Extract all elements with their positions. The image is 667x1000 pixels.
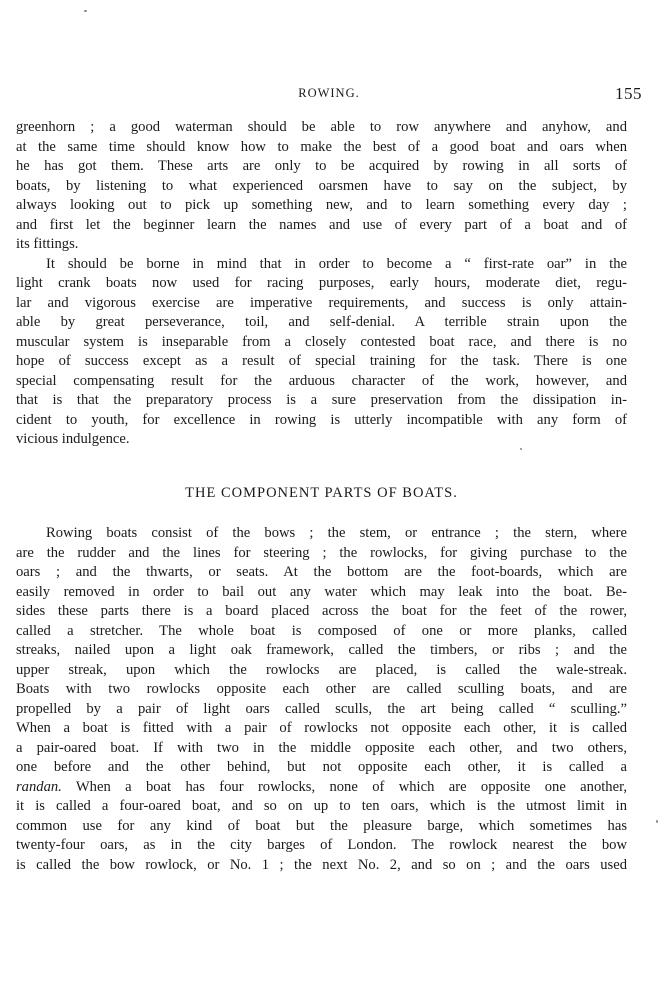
paragraph-2: [16, 255, 627, 450]
text-line: common use for any kind of boat but the pleasure barge, which sometimes has: [16, 817, 627, 834]
text-line: that is that the preparatory process is a sure preservation from the dissipation in-: [16, 392, 627, 408]
text-line-randan: [16, 778, 627, 798]
text-line: he has got them. These arts are only to be acquired by rowing in all sorts of: [16, 158, 627, 174]
paragraph-1: [16, 118, 627, 255]
text-line: and first let the beginner learn the names and use of every part of a boat and of: [16, 216, 627, 233]
text-line: hope of success except as a result of special training for the task. There is one: [16, 353, 627, 369]
text-line: lar and vigorous exercise are imperative requirements, and success is only attain-: [16, 294, 627, 311]
text-line: always looking out to pick up something new, and to learn something every day ;: [16, 197, 627, 213]
text-line: it is called a four-oared boat, and so on up to ten oars, which is the utmost limit in: [16, 798, 627, 814]
text-block-lower: [16, 524, 627, 875]
text-line: When a boat is fitted with a pair of rowlocks not opposite each other, it is called: [16, 720, 627, 736]
text-line: boats, by listening to what experienced oarsmen have to say on the subject, by: [16, 177, 627, 194]
text-block-upper: [16, 118, 627, 450]
text-line: special compensating result for the arduous character of the work, however, and: [16, 372, 627, 389]
text-line: twenty-four oars, as in the city barges of London. The rowlock nearest the bow: [16, 837, 627, 853]
text-line: able by great perseverance, toil, and self-denial. A terrible strain upon the: [16, 314, 627, 330]
print-speck: [656, 820, 658, 823]
text-line: is called the bow rowlock, or No. 1 ; the next No. 2, and so on ; and the oars used: [16, 856, 627, 873]
text-line: upper streak, upon which the rowlocks are placed, is called the wale-streak.: [16, 661, 627, 678]
text-line: a pair-oared boat. If with two in the middle opposite each other, and two others,: [16, 739, 627, 756]
text-line: sides these parts there is a board placed across the boat for the feet of the rower,: [16, 603, 627, 619]
paragraph-3: [16, 524, 627, 875]
print-speck: [520, 448, 522, 450]
text-line: called a stretcher. The whole boat is composed of one or more planks, called: [16, 622, 627, 639]
page-number: 155: [615, 84, 642, 103]
text-line: oars ; and the thwarts, or seats. At the bottom are the foot-boards, which are: [16, 564, 627, 580]
italic-term: randan.: [16, 778, 62, 795]
text-line: propelled by a pair of light oars called sculls, the art being called “ sculling.”: [16, 700, 627, 717]
text-line: streaks, nailed upon a light oak framework, called the timbers, or ribs ; and the: [16, 642, 627, 658]
text-line: vicious indulgence.: [16, 431, 130, 447]
running-head: [16, 84, 642, 108]
section-heading: THE COMPONENT PARTS OF BOATS.: [185, 485, 458, 501]
text-line: easily removed in order to bail out any water which may leak into the boat. Be-: [16, 583, 627, 600]
print-speck: [84, 10, 87, 12]
running-title: ROWING.: [298, 86, 360, 100]
text-line: greenhorn ; a good waterman should be able to row anywhere and anyhow, and: [16, 119, 627, 135]
text-line: its fittings.: [16, 236, 79, 252]
text-line: are the rudder and the lines for steering ; the rowlocks, for giving purchase to the: [16, 544, 627, 561]
text-line: at the same time should know how to make the best of a good boat and oars when: [16, 138, 627, 155]
text-run: When a boat has four rowlocks, none of which are opposite one another,: [61, 778, 627, 795]
text-line: cident to youth, for excellence in rowing is utterly incompatible with any form of: [16, 411, 627, 428]
text-line: one before and the other behind, but not opposite each other, it is called a: [16, 759, 627, 775]
text-line: muscular system is inseparable from a closely contested boat race, and there is no: [16, 333, 627, 350]
text-line: Boats with two rowlocks opposite each other are called sculling boats, and are: [16, 681, 627, 697]
text-line: It should be borne in mind that in order to become a “ first-rate oar” in the: [46, 255, 627, 272]
text-line: Rowing boats consist of the bows ; the stem, or entrance ; the stern, where: [46, 525, 627, 541]
text-line: light crank boats now used for racing purposes, early hours, moderate diet, regu-: [16, 275, 627, 291]
